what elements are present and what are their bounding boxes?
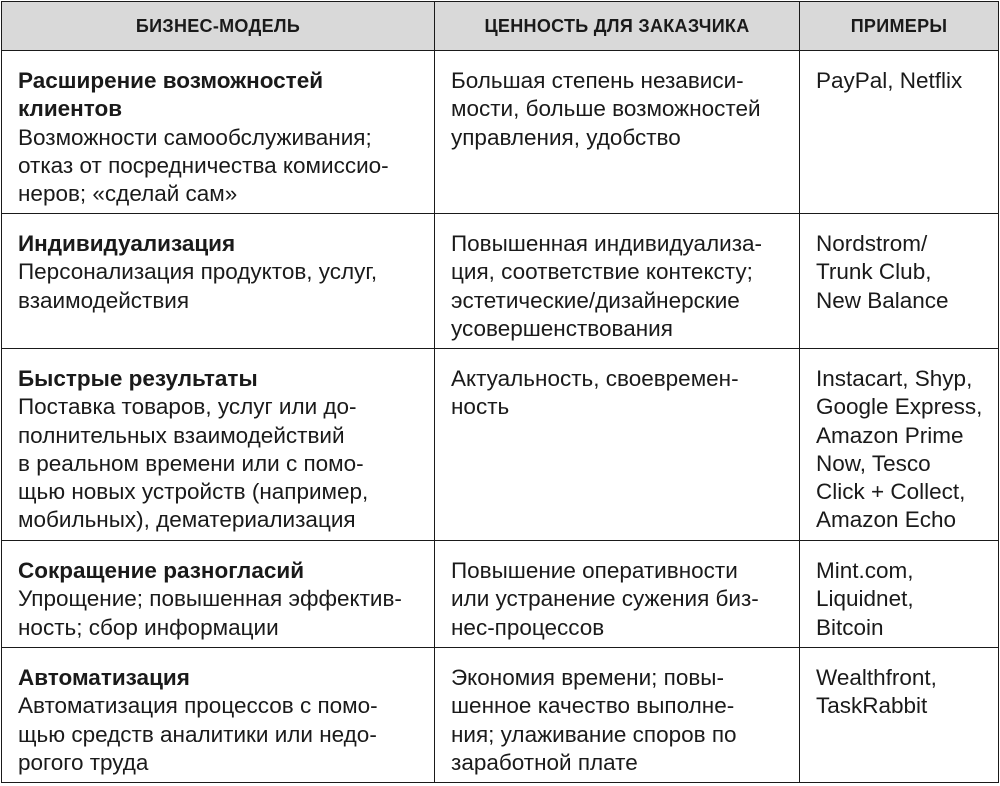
customer-value-text: управления, удобство [451,124,681,150]
header-row [2,2,999,51]
example-text: Now, Tesco [816,450,931,476]
customer-value-text: нес-процессов [451,614,605,640]
model-description: щью новых устройств (например, [18,479,369,505]
business-model-cell [2,349,435,541]
model-title: Автоматизация [18,665,190,690]
customer-value-text: заработной плате [451,749,638,775]
model-description: Персонализация продуктов, услуг, [18,259,378,285]
model-description: полнительных взаимодействий [18,422,345,448]
example-text: Amazon Prime [816,422,964,448]
example-text: Trunk Club, [816,259,932,285]
model-title: клиентов [18,96,123,122]
customer-value-text: Большая степень независи- [451,68,744,93]
customer-value-text: мости, больше возможностей [451,96,761,122]
example-text: Amazon Echo [816,507,957,533]
model-description: мобильных), дематериализация [18,507,356,533]
model-description: в реальном времени или с помо- [18,450,364,476]
business-model-cell [2,51,435,214]
customer-value-text: или устранение сужения биз- [451,586,759,612]
model-description: щью средств аналитики или недо- [18,721,377,747]
examples-cell [800,214,999,349]
header-examples: ПРИМЕРЫ [800,2,999,51]
example-text: PayPal, Netflix [816,68,963,93]
example-text: Mint.com, [816,558,914,583]
header-customer-value: ЦЕННОСТЬ ДЛЯ ЗАКАЗЧИКА [435,2,800,51]
customer-value-cell [435,648,800,783]
customer-value-text: усовершенствования [451,315,673,341]
header-business-model: БИЗНЕС-МОДЕЛЬ [2,2,435,51]
table-row [2,349,999,541]
table-row [2,214,999,349]
model-description: взаимодействия [18,287,190,313]
customer-value-cell [435,349,800,541]
model-description: Возможности самообслуживания; [18,124,372,150]
table-row [2,51,999,214]
customer-value-text: Экономия времени; повы- [451,665,724,690]
customer-value-cell [435,51,800,214]
model-description: Упрощение; повышенная эффектив- [18,586,402,612]
model-title: Сокращение разногласий [18,558,305,583]
model-description: неров; «сделай сам» [18,181,238,207]
example-text: Click + Collect, [816,479,966,505]
example-text: Instacart, Shyp, [816,366,973,391]
model-description: ность; сбор информации [18,614,279,640]
customer-value-text: ность [451,394,510,420]
customer-value-cell [435,541,800,648]
example-text: Bitcoin [816,614,884,640]
example-text: Google Express, [816,394,983,420]
example-text: Nordstrom/ [816,231,928,256]
model-title: Быстрые результаты [18,366,258,391]
customer-value-text: Повышение оперативности [451,558,738,583]
model-description: Автоматизация процессов с помо- [18,693,378,719]
customer-value-text: Актуальность, своевремен- [451,366,739,391]
example-text: TaskRabbit [816,693,928,719]
examples-cell [800,51,999,214]
model-title: Индивидуализация [18,231,236,256]
example-text: Wealthfront, [816,665,937,690]
customer-value-text: Повышенная индивидуализа- [451,231,763,256]
table-row [2,648,999,783]
example-text: New Balance [816,287,949,313]
customer-value-text: ния; улаживание споров по [451,721,737,747]
customer-value-text: шенное качество выполне- [451,693,735,719]
business-models-table [1,1,999,783]
business-model-cell [2,648,435,783]
customer-value-text: эстетические/дизайнерские [451,287,740,313]
model-description: отказ от посредничества комиссио- [18,152,389,178]
model-description: рогого труда [18,749,149,775]
table-row [2,541,999,648]
examples-cell [800,349,999,541]
examples-cell [800,541,999,648]
example-text: Liquidnet, [816,586,914,612]
model-description: Поставка товаров, услуг или до- [18,394,357,420]
model-title: Расширение возможностей [18,68,324,93]
customer-value-text: ция, соответствие контексту; [451,259,753,285]
customer-value-cell [435,214,800,349]
business-model-cell [2,214,435,349]
business-model-cell [2,541,435,648]
examples-cell [800,648,999,783]
